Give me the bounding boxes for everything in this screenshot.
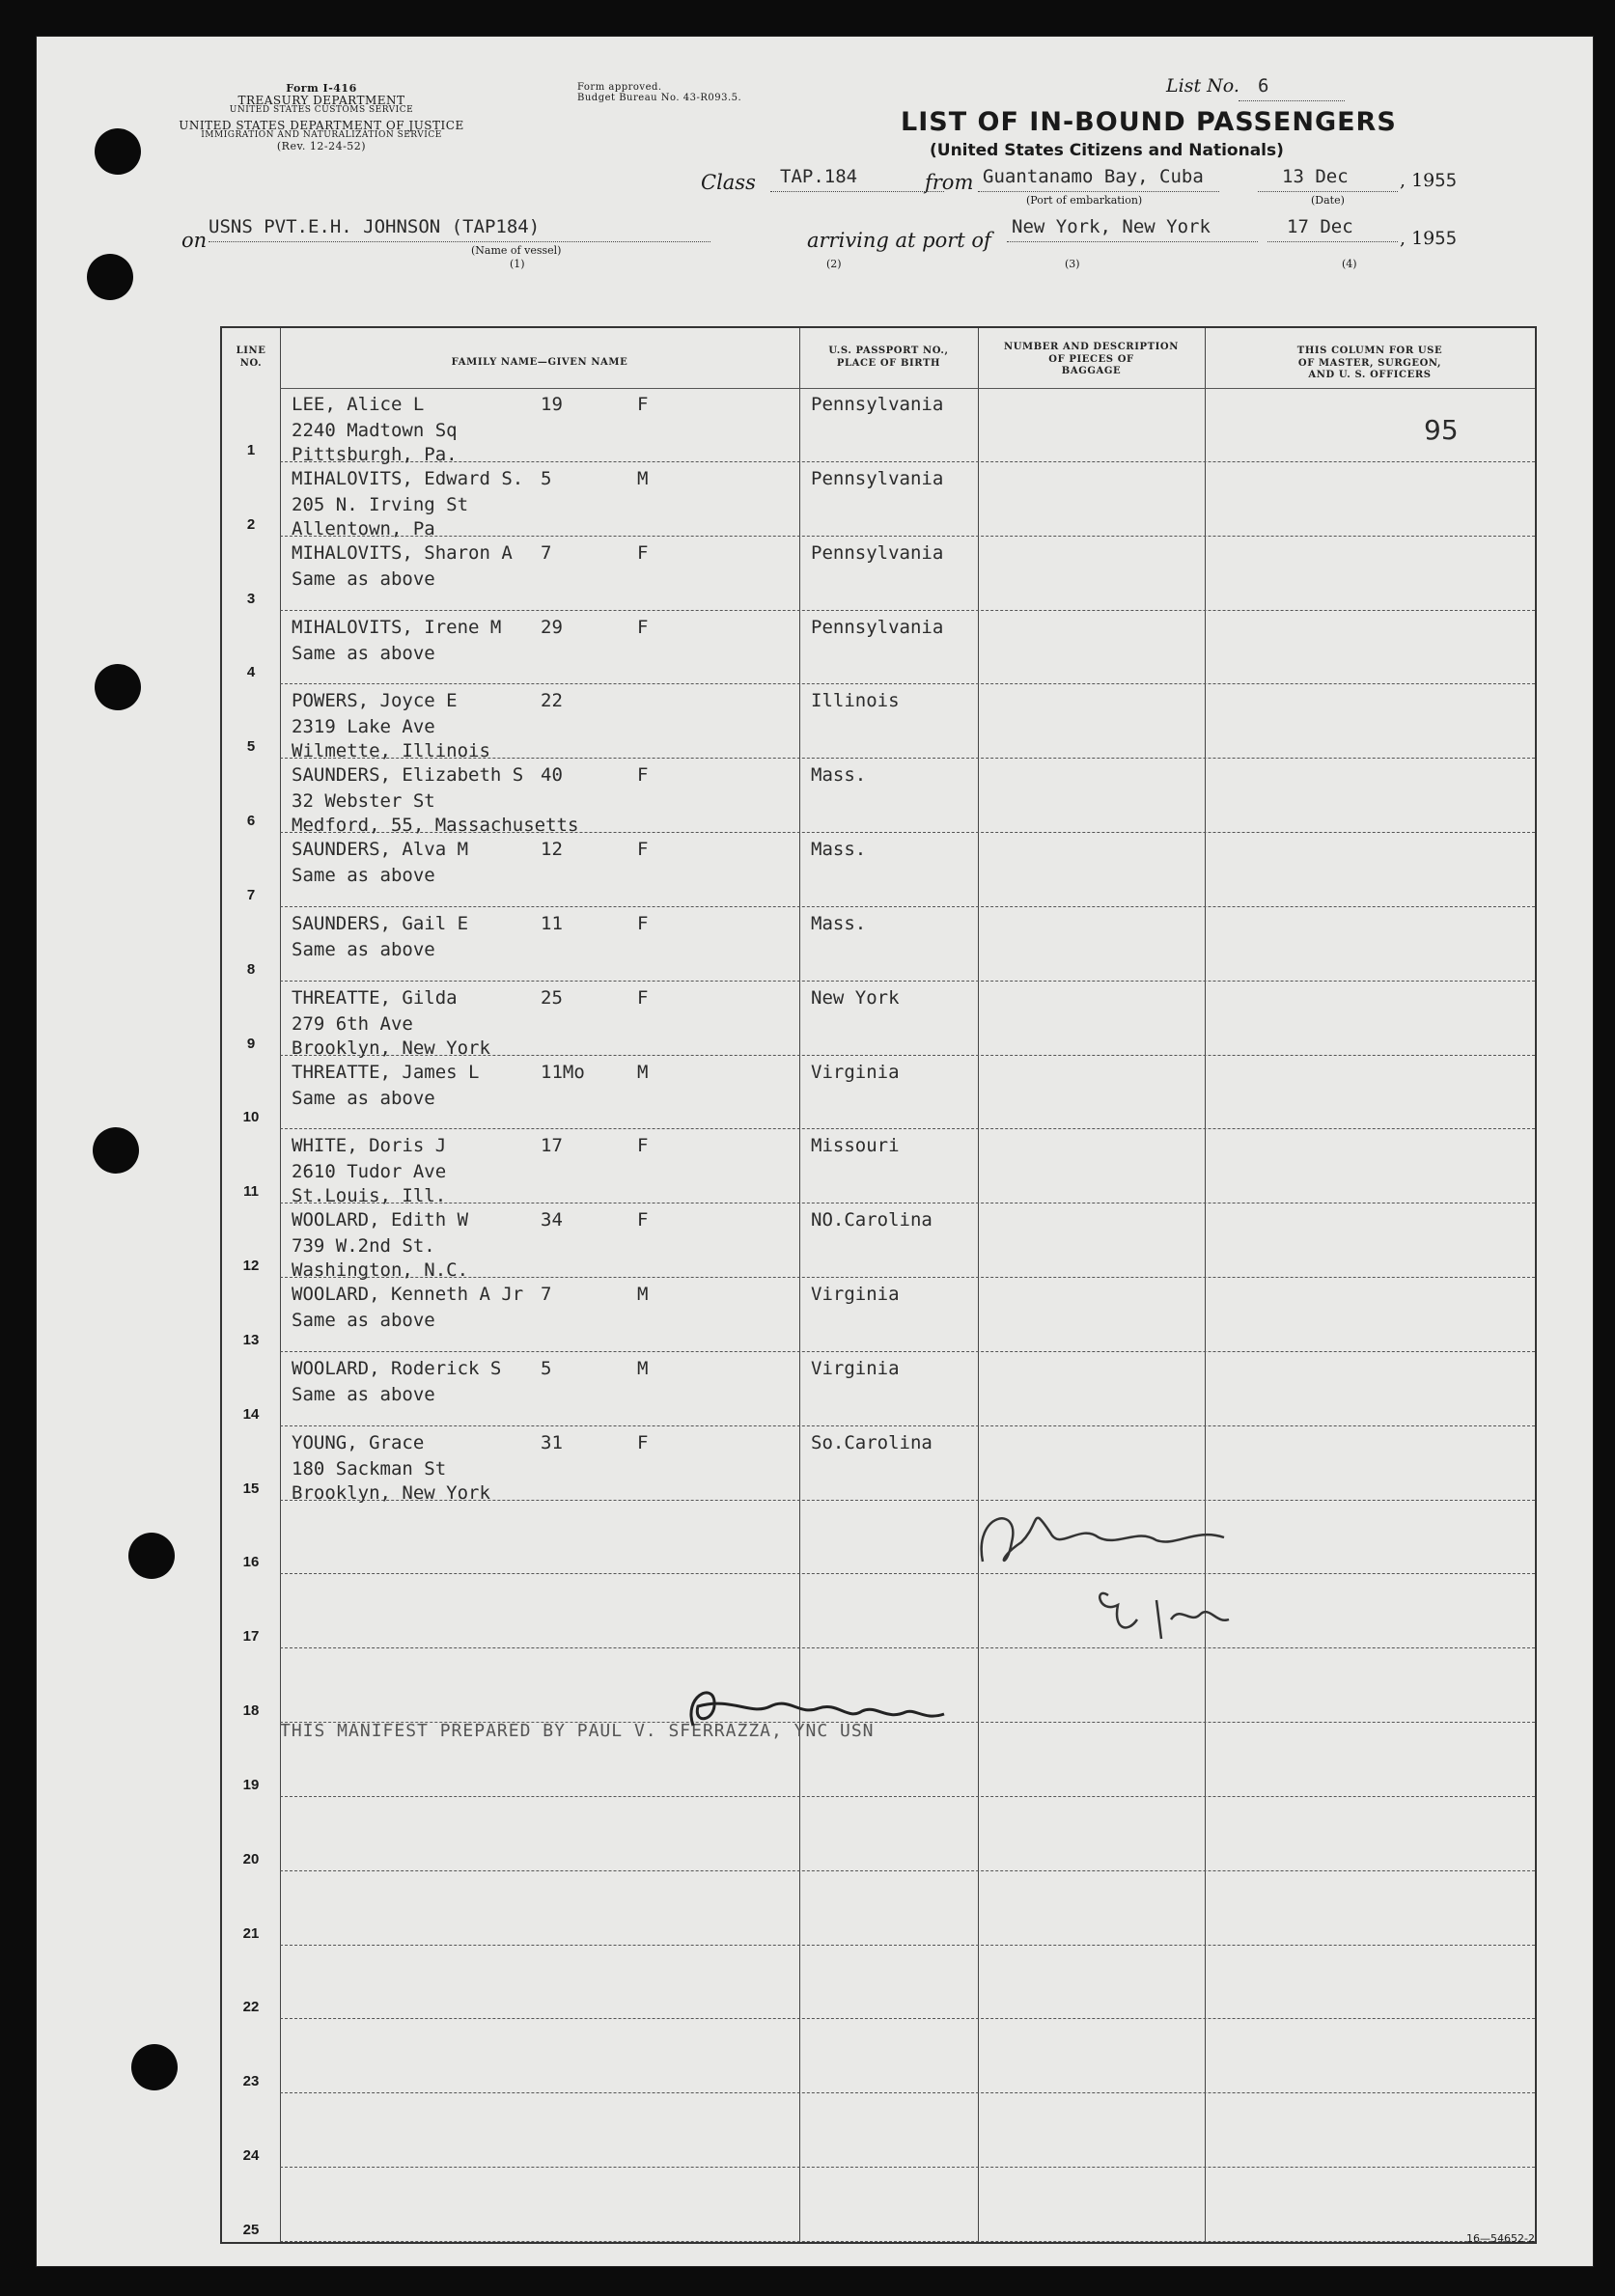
year-prefix: 19: [1411, 170, 1435, 191]
list-number: [1166, 77, 1268, 97]
line-number: 20: [242, 1850, 260, 1867]
line-number: 24: [242, 2147, 260, 2165]
passenger-name: LEE, Alice L: [292, 394, 425, 415]
passenger-address-1: 205 N. Irving St: [292, 493, 469, 515]
passenger-address-2: Allentown, Pa: [292, 517, 435, 539]
passenger-sex: F: [637, 1209, 649, 1231]
place-of-birth: Virginia: [811, 1284, 900, 1306]
table-row: [222, 2093, 1535, 2168]
line-number: 10: [242, 1109, 260, 1126]
line-number: 6: [246, 813, 256, 830]
line-number: 11: [243, 1183, 259, 1201]
passenger-age: 34: [541, 1209, 563, 1231]
place-of-birth: Pennsylvania: [811, 541, 944, 564]
table-row: [222, 462, 1535, 537]
passenger-name: THREATTE, Gilda: [292, 986, 458, 1009]
passenger-address-2: Medford, 55, Massachusetts: [292, 815, 579, 837]
col-header-line: LINE NO.: [236, 346, 266, 369]
passenger-sex: M: [637, 467, 649, 489]
vessel-name: USNS PVT.E.H. JOHNSON (TAP184): [209, 216, 541, 237]
line-number: 18: [242, 1702, 260, 1720]
passenger-name: WOOLARD, Roderick S: [292, 1357, 502, 1379]
punch-hole: [95, 664, 141, 710]
passenger-name: MIHALOVITS, Irene M: [292, 616, 502, 638]
col-header-name: FAMILY NAME—GIVEN NAME: [451, 357, 628, 368]
place-of-birth: Virginia: [811, 1357, 900, 1379]
page-title: LIST OF IN-BOUND PASSENGERS: [901, 107, 1397, 137]
manifest-page: [37, 37, 1593, 2266]
punch-hole: [95, 128, 141, 175]
passenger-address-2: Brooklyn, New York: [292, 1037, 490, 1059]
line-number: 4: [246, 664, 256, 681]
passenger-sex: F: [637, 394, 649, 415]
passenger-address-2: Washington, N.C.: [292, 1259, 469, 1282]
passenger-age: 11Mo: [541, 1061, 585, 1083]
table-row: [222, 1278, 1535, 1352]
col-header-baggage: NUMBER AND DESCRIPTION OF PIECES OF BAGGAGE: [1003, 342, 1179, 376]
passenger-address-1: 279 6th Ave: [292, 1012, 413, 1035]
passenger-address-1: Same as above: [292, 1087, 435, 1109]
list-underline: [1239, 100, 1345, 101]
passenger-sex: F: [637, 1431, 649, 1453]
table-row: [222, 1129, 1535, 1207]
table-row: [222, 537, 1535, 611]
table-row: [222, 2168, 1535, 2242]
port-underline: [1007, 241, 1258, 242]
line-number: 22: [242, 1999, 260, 2016]
place-of-birth: Pennsylvania: [811, 467, 944, 489]
passenger-address-1: Same as above: [292, 865, 435, 887]
signature-sferrazza: [654, 1668, 973, 1755]
table-row: [222, 759, 1535, 837]
table-row: [222, 1352, 1535, 1426]
passenger-sex: F: [637, 912, 649, 934]
signature-officer: [963, 1484, 1311, 1658]
passenger-address-1: 2610 Tudor Ave: [292, 1161, 447, 1183]
passenger-address-1: Same as above: [292, 642, 435, 664]
page-subtitle: (United States Citizens and Nationals): [930, 141, 1284, 160]
passenger-sex: M: [637, 1284, 649, 1306]
arrival-date: 17 Dec: [1287, 216, 1353, 237]
table-row: [222, 907, 1535, 982]
line-number: 7: [246, 886, 256, 903]
line-number: 5: [246, 738, 256, 756]
passenger-address-1: 180 Sackman St: [292, 1457, 447, 1480]
table-row: [222, 1797, 1535, 1871]
line-number: 25: [242, 2221, 260, 2238]
passenger-age: 7: [541, 541, 552, 564]
line-number: 9: [246, 1035, 256, 1052]
table-row: [222, 2019, 1535, 2093]
line-number: 14: [242, 1405, 260, 1423]
list-label: List No.: [1166, 75, 1239, 97]
passenger-name: SAUNDERS, Gail E: [292, 912, 469, 934]
caption-2: (2): [826, 258, 842, 270]
line-number: 23: [242, 2073, 260, 2090]
table-row: [222, 1426, 1535, 1504]
passenger-age: 29: [541, 616, 563, 638]
passenger-table: [220, 326, 1537, 2244]
punch-hole: [128, 1533, 175, 1579]
approved: Form approved.: [577, 82, 662, 93]
year2-value: 55: [1434, 228, 1458, 249]
passenger-age: 5: [541, 467, 552, 489]
row-rule: [280, 2241, 1535, 2242]
date-caption: (Date): [1311, 194, 1345, 207]
col-header-officers: THIS COLUMN FOR USE OF MASTER, SURGEON, AND U. S. OFFICERS: [1296, 346, 1443, 380]
service: UNITED STATES CUSTOMS SERVICE: [229, 105, 414, 116]
revision: (Rev. 12-24-52): [276, 139, 367, 152]
vessel-caption: (Name of vessel): [471, 244, 562, 257]
passenger-name: WOOLARD, Kenneth A Jr: [292, 1284, 524, 1306]
passenger-name: WOOLARD, Edith W: [292, 1209, 469, 1231]
budget: Budget Bureau No. 43-R093.5.: [577, 92, 742, 103]
place-of-birth: Mass.: [811, 912, 867, 934]
class-underline: [770, 191, 944, 192]
punch-hole: [93, 1127, 139, 1174]
passenger-sex: F: [637, 616, 649, 638]
passenger-age: 17: [541, 1135, 563, 1157]
table-row: [222, 1203, 1535, 1282]
class-label: Class: [701, 171, 756, 194]
passenger-address-1: Same as above: [292, 938, 435, 960]
form-header-left: [167, 83, 476, 152]
table-row: [222, 1501, 1535, 1575]
passenger-address-1: Same as above: [292, 1383, 435, 1405]
place-of-birth: Mass.: [811, 839, 867, 861]
passenger-age: 31: [541, 1431, 563, 1453]
line-number: 12: [242, 1258, 260, 1275]
passenger-address-1: Same as above: [292, 1310, 435, 1332]
passenger-name: SAUNDERS, Elizabeth S: [292, 764, 524, 787]
line-number: 15: [242, 1480, 260, 1497]
place-of-birth: Illinois: [811, 690, 900, 712]
punch-hole: [131, 2044, 178, 2090]
from-caption: (Port of embarkation): [1026, 194, 1143, 207]
passenger-age: 19: [541, 394, 563, 415]
passenger-age: 11: [541, 912, 563, 934]
justice-dept: UNITED STATES DEPARTMENT OF JUSTICE: [179, 118, 464, 132]
vessel-underline: [209, 241, 710, 242]
from-underline: [978, 191, 1219, 192]
passenger-age: 25: [541, 986, 563, 1009]
passenger-name: MIHALOVITS, Edward S.: [292, 467, 524, 489]
from-value: Guantanamo Bay, Cuba: [983, 166, 1204, 187]
table-row: [222, 1574, 1535, 1648]
passenger-address-1: 739 W.2nd St.: [292, 1235, 435, 1258]
passenger-name: YOUNG, Grace: [292, 1431, 425, 1453]
passenger-age: 12: [541, 839, 563, 861]
table-row: [222, 1056, 1535, 1130]
passenger-address-1: Same as above: [292, 567, 435, 590]
line-number: 1: [246, 441, 256, 458]
passenger-name: MIHALOVITS, Sharon A: [292, 541, 513, 564]
table-row: [222, 982, 1535, 1059]
caption-3: (3): [1065, 258, 1080, 270]
line-number: 8: [246, 960, 256, 978]
from-label: from: [925, 171, 974, 194]
caption-4: (4): [1342, 258, 1357, 270]
passenger-sex: F: [637, 986, 649, 1009]
place-of-birth: Virginia: [811, 1061, 900, 1083]
passenger-name: WHITE, Doris J: [292, 1135, 447, 1157]
passenger-sex: F: [637, 541, 649, 564]
passenger-age: 22: [541, 690, 563, 712]
form-approval: [577, 83, 741, 103]
year1: , 1955: [1400, 170, 1458, 191]
place-of-birth: Missouri: [811, 1135, 900, 1157]
passenger-age: 7: [541, 1284, 552, 1306]
year1-value: 55: [1434, 170, 1458, 191]
passenger-address-2: Brooklyn, New York: [292, 1481, 490, 1504]
line-number: 13: [242, 1331, 260, 1348]
passenger-address-1: 2240 Madtown Sq: [292, 420, 458, 441]
passenger-sex: M: [637, 1357, 649, 1379]
passenger-address-1: 2319 Lake Ave: [292, 716, 435, 738]
table-row: [222, 684, 1535, 762]
caption-1: (1): [510, 258, 525, 270]
passenger-age: 5: [541, 1357, 552, 1379]
line-number: 3: [246, 590, 256, 607]
passenger-sex: M: [637, 1061, 649, 1083]
passenger-sex: F: [637, 764, 649, 787]
form-footer: 16—54652-2: [1466, 2232, 1535, 2245]
table-row: [222, 388, 1535, 465]
year2: , 1955: [1400, 228, 1458, 249]
line-number: 2: [246, 515, 256, 533]
punch-hole: [87, 254, 133, 300]
passenger-name: THREATTE, James L: [292, 1061, 480, 1083]
officer-mark: 95: [1424, 414, 1459, 446]
department: TREASURY DEPARTMENT: [237, 93, 405, 107]
on-label: on: [181, 229, 208, 252]
passenger-age: 40: [541, 764, 563, 787]
place-of-birth: Mass.: [811, 764, 867, 787]
table-row: [222, 611, 1535, 685]
line-number: 19: [242, 1776, 260, 1793]
passenger-address-2: St.Louis, Ill.: [292, 1185, 447, 1207]
table-body: [222, 388, 1535, 2242]
class-value: TAP.184: [780, 166, 858, 187]
passenger-address-2: Wilmette, Illinois: [292, 740, 490, 762]
table-row: [222, 1871, 1535, 1946]
form-number: Form I-416: [286, 82, 357, 95]
place-of-birth: NO.Carolina: [811, 1209, 933, 1231]
table-row: [222, 1946, 1535, 2020]
place-of-birth: New York: [811, 986, 900, 1009]
line-number: 16: [242, 1554, 260, 1571]
col-header-passport: U.S. PASSPORT NO., PLACE OF BIRTH: [828, 346, 949, 369]
list-value: 6: [1257, 75, 1269, 97]
passenger-sex: F: [637, 839, 649, 861]
arriving-label: arriving at port of: [807, 229, 991, 252]
passenger-address-1: 32 Webster St: [292, 790, 435, 813]
date1-underline: [1258, 191, 1398, 192]
place-of-birth: Pennsylvania: [811, 616, 944, 638]
date2-underline: [1267, 241, 1398, 242]
arrival-port: New York, New York: [1012, 216, 1211, 237]
passenger-name: SAUNDERS, Alva M: [292, 839, 469, 861]
place-of-birth: Pennsylvania: [811, 394, 944, 415]
year2-prefix: 19: [1411, 228, 1435, 249]
table-row: [222, 833, 1535, 907]
line-number: 17: [242, 1628, 260, 1646]
passenger-sex: F: [637, 1135, 649, 1157]
place-of-birth: So.Carolina: [811, 1431, 933, 1453]
passenger-name: POWERS, Joyce E: [292, 690, 458, 712]
manifest-note: THIS MANIFEST PREPARED BY PAUL V. SFERRAZZA, YNC USN: [280, 1721, 875, 1741]
ins: IMMIGRATION AND NATURALIZATION SERVICE: [201, 130, 442, 141]
passenger-address-2: Pittsburgh, Pa.: [292, 444, 458, 465]
embark-date: 13 Dec: [1282, 166, 1349, 187]
line-number: 21: [242, 1924, 260, 1942]
